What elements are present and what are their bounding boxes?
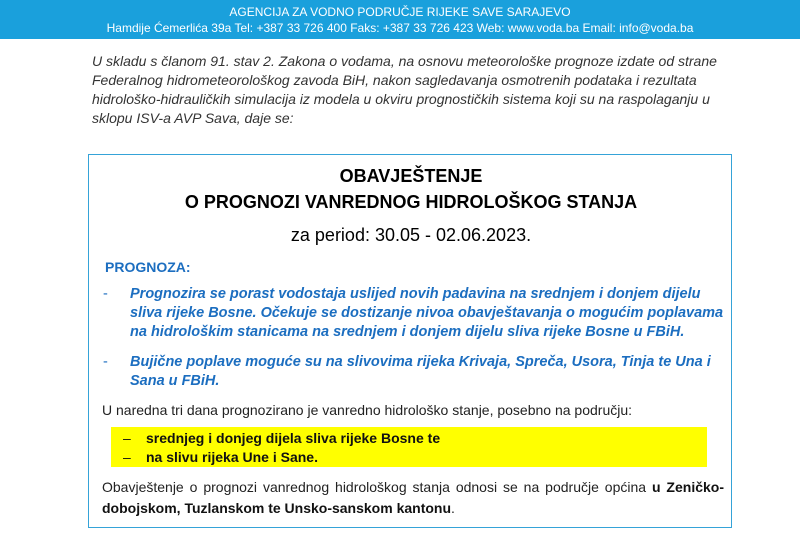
- agency-name: AGENCIJA ZA VODNO PODRUČJE RIJEKE SAVE SARAJEVO: [229, 5, 571, 19]
- item-dash: –: [123, 430, 131, 446]
- notice-box: [88, 154, 732, 528]
- intro-paragraph: U skladu s članom 91. stav 2. Zakona o vodama, na osnovu meteorološke prognoze izdate od strane Federalnog hidrometeorološkog zavoda BiH, nakon sagledavanja osmotrenih podataka i rezultata hidrološko-hidrauličkih simulacija iz modela u okviru prognostičkih sistema koji su na raspolaganju u sklopu ISV-a AVP Sava, daje se:: [92, 53, 717, 126]
- item-dash: –: [123, 449, 131, 465]
- agency-contact: Hamdije Ćemerlića 39a Tel: +387 33 726 400 Faks: +387 33 726 423 Web: www.voda.ba Email: info@voda.ba: [106, 21, 694, 35]
- bullet-text: Prognozira se porast vodostaja uslijed novih padavina na srednjem i donjem dijelu sliva rijeke Bosne. Očekuje se dostizanje nivoa obavještavanja o mogućim poplavama na hidrološkim stanicama na srednjem i donjem dijelu sliva rijeke Bosne u FBiH.: [130, 286, 724, 340]
- bullet-text: Bujične poplave moguće su na slivovima rijeka Krivaja, Spreča, Usora, Tinja te Una i Sana u FBiH.: [130, 354, 711, 389]
- closing-period: .: [451, 500, 455, 516]
- forecast-bullet: [103, 285, 725, 342]
- closing-paragraph: [102, 477, 724, 519]
- bullet-dash: -: [103, 354, 108, 370]
- notice-title: OBAVJEŠTENJE: [339, 166, 483, 186]
- agency-header: [0, 0, 800, 39]
- item-text: na slivu rijeka Une i Sane.: [146, 449, 318, 465]
- bullet-dash: -: [103, 286, 108, 302]
- highlighted-areas: [111, 427, 707, 467]
- forecast-bullet: [103, 353, 725, 391]
- item-text: srednjeg i donjeg dijela sliva rijeke Bosne te: [146, 430, 441, 446]
- highlighted-area-item: [123, 430, 440, 446]
- highlighted-area-item: [123, 449, 318, 465]
- notice-subtitle: O PROGNOZI VANREDNOG HIDROLOŠKOG STANJA: [184, 192, 638, 212]
- closing-cantons: u Zeničko-dobojskom, Tuzlanskom te Unsko-sanskom kantonu: [102, 479, 725, 516]
- notice-period: za period: 30.05 - 02.06.2023.: [290, 225, 532, 245]
- forecast-statement: U naredna tri dana prognozirano je vanredno hidrološko stanje, posebno na području:: [102, 402, 633, 418]
- prognoza-label: PROGNOZA:: [105, 259, 191, 275]
- closing-text: Obavještenje o prognozi vanrednog hidrološkog stanja odnosi se na područje općina: [102, 479, 652, 495]
